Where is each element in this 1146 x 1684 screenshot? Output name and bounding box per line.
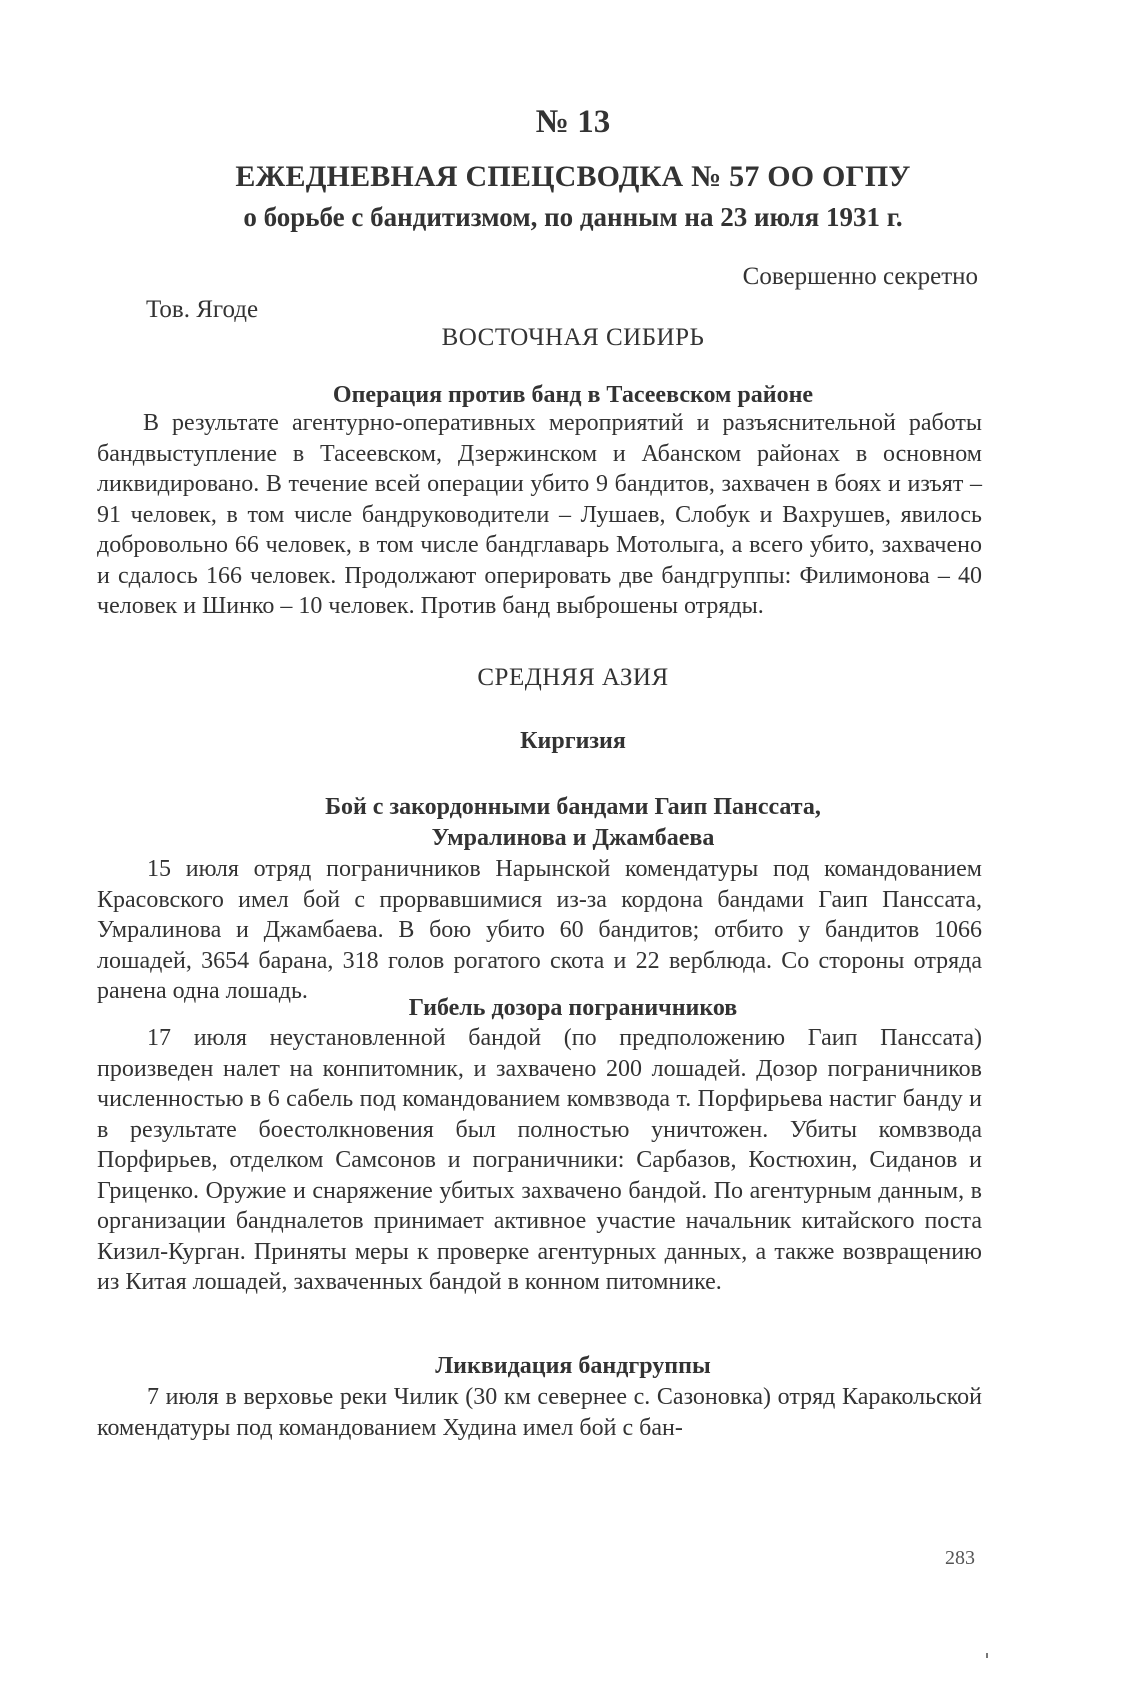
- section-heading-patrol: Гибель дозора пограничников: [408, 995, 738, 1021]
- section-heading-battle-line2: Умралинова и Джамбаева: [431, 825, 715, 851]
- document-title: ЕЖЕДНЕВНАЯ СПЕЦСВОДКА № 57 ОО ОГПУ: [235, 160, 911, 193]
- section-heading-taseevsky: Операция против банд в Тасеевском районе: [332, 382, 814, 408]
- paragraph-patrol: 17 июля неустановленной бандой (по предположению Гаип Панссата) произведен налет на конпитомник, и захвачено 200 лошадей. Дозор пограничников численностью в 6 сабель под командованием комвзвода т. Порфирьева настиг банду и в результате боестолкновения был полностью уничтожен. Убиты комвзвода Порфирьев, отделком Самсонов и пограничники: Сарбазов, Костюхин, Сиданов и Гриценко. Оружие и снаряжение убитых захвачено бандой. По агентурным данным, в организации бандналетов принимает активное участие начальник китайского поста Кизил-Курган. Приняты меры к проверке агентурных данных, а также возвращению из Китая лошадей, захваченных бандой в конном питомнике.: [97, 1025, 982, 1295]
- region-heading-central-asia: СРЕДНЯЯ АЗИЯ: [477, 664, 669, 691]
- section-heading-liquidation: Ликвидация бандгруппы: [435, 1353, 711, 1379]
- document-subtitle: о борьбе с бандитизмом, по данным на 23 июля 1931 г.: [243, 202, 903, 232]
- paragraph-taseevsky: В результате агентурно-оперативных мероприятий и разъяснительной работы бандвыступление в Тасеевском, Дзержинском и Абанском районах в основном ликвидировано. В течение всей операции убито 9 бандитов, захвачен в боях и изъят – 91 человек, в том числе бандруководители – Лушаев, Слобук и Вахрушев, явилось добровольно 66 человек, в том числе бандглаварь Мотолыга, а всего убито, захвачено и сдалось 166 человек. Продолжают оперировать две бандгруппы: Филимонова – 40 человек и Шинко – 10 человек. Против банд выброшены отряды.: [97, 410, 982, 619]
- addressee: Тов. Ягоде: [146, 296, 259, 323]
- paragraph-battle: 15 июля отряд пограничников Нарынской комендатуры под командованием Красовского имел бой с прорвавшимися из-за кордона бандами Гаип Панссата, Умралинова и Джамбаева. В бою убито 60 бандитов; отбито у бандитов 1066 лошадей, 3654 барана, 318 голов рогатого скота и 22 верблюда. Со стороны отряда ранена одна лошадь.: [97, 856, 982, 1004]
- region-heading-east-siberia: ВОСТОЧНАЯ СИБИРЬ: [441, 324, 705, 351]
- paragraph-liquidation: 7 июля в верховье реки Чилик (30 км севернее с. Сазоновка) отряд Каракольской комендатуры под командованием Худина имел бой с бан-: [97, 1384, 982, 1441]
- section-heading-battle-line1: Бой с закордонными бандами Гаип Панссата,: [325, 794, 821, 820]
- document-number: № 13: [535, 104, 611, 140]
- scan-speck: [986, 1653, 988, 1658]
- classification-stamp: Совершенно секретно: [742, 263, 978, 290]
- subregion-heading-kirghizia: Киргизия: [520, 728, 626, 754]
- page-number: 283: [945, 1547, 975, 1569]
